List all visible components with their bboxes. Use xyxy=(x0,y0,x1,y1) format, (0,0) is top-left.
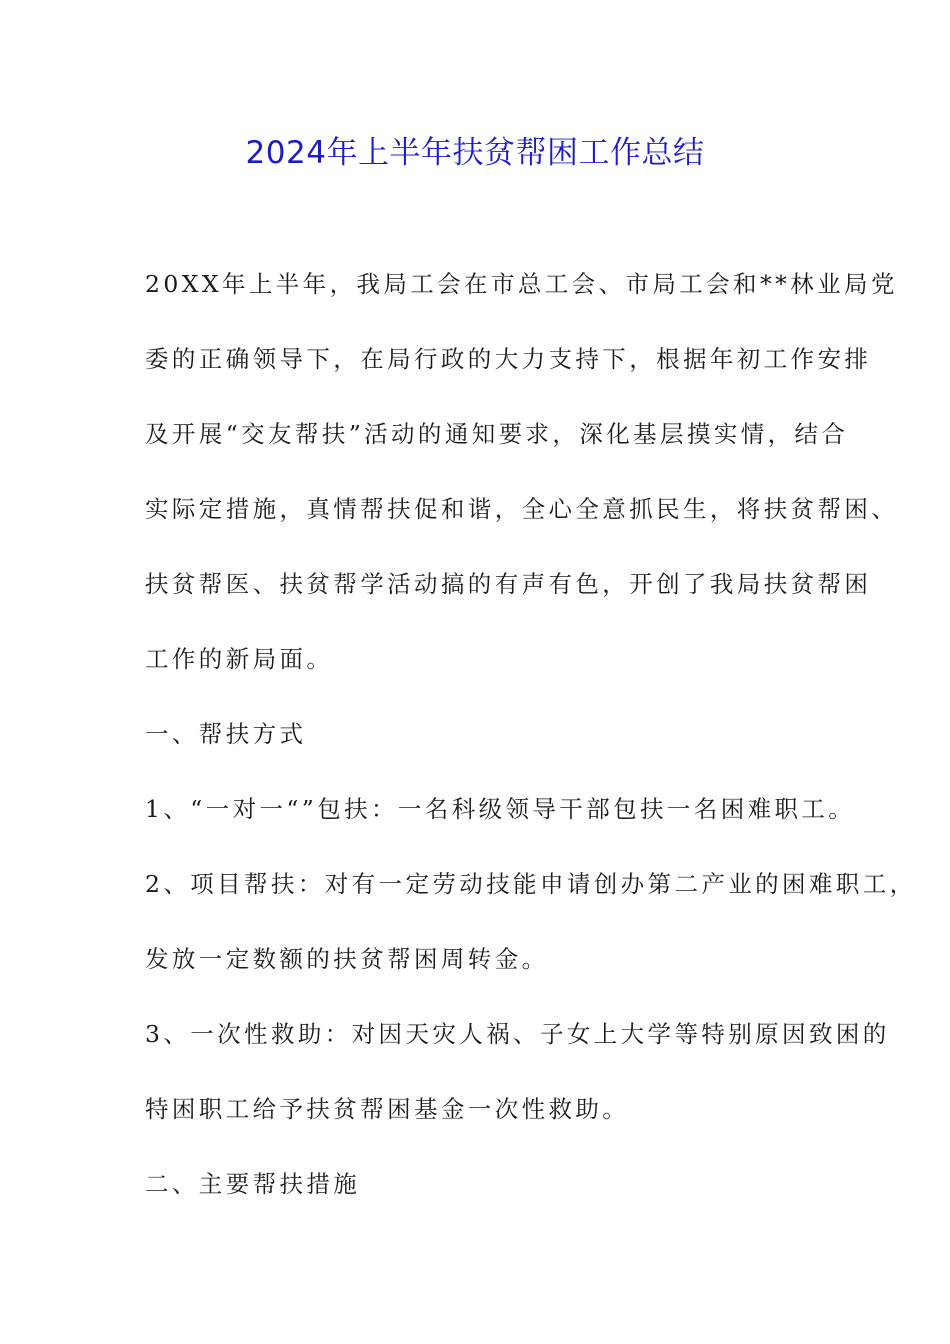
body-line: 3、一次性救助：对因天灾人祸、子女上大学等特别原因致困的 xyxy=(145,1020,890,1048)
body-line: 1、“一对一“”包扶：一名科级领导干部包扶一名困难职工。 xyxy=(145,795,856,823)
section-heading: 一、帮扶方式 xyxy=(145,720,307,748)
body-line: 2、项目帮扶：对有一定劳动技能申请创办第二产业的困难职工， xyxy=(145,870,917,898)
body-line: 实际定措施，真情帮扶促和谐，全心全意抓民生，将扶贫帮困、 xyxy=(145,495,899,523)
document-title: 2024年上半年扶贫帮困工作总结 xyxy=(245,135,705,171)
section-heading: 二、主要帮扶措施 xyxy=(145,1170,361,1198)
body-line: 及开展“交友帮扶”活动的通知要求，深化基层摸实情，结合 xyxy=(145,420,849,448)
body-line: 发放一定数额的扶贫帮困周转金。 xyxy=(145,945,549,973)
body-line: 扶贫帮医、扶贫帮学活动搞的有声有色，开创了我局扶贫帮困 xyxy=(145,570,872,598)
body-line: 20XX年上半年，我局工会在市总工会、市局工会和**林业局党 xyxy=(145,270,898,298)
body-line: 委的正确领导下，在局行政的大力支持下，根据年初工作安排 xyxy=(145,345,872,373)
body-line: 工作的新局面。 xyxy=(145,645,334,673)
body-line: 特困职工给予扶贫帮困基金一次性救助。 xyxy=(145,1095,630,1123)
